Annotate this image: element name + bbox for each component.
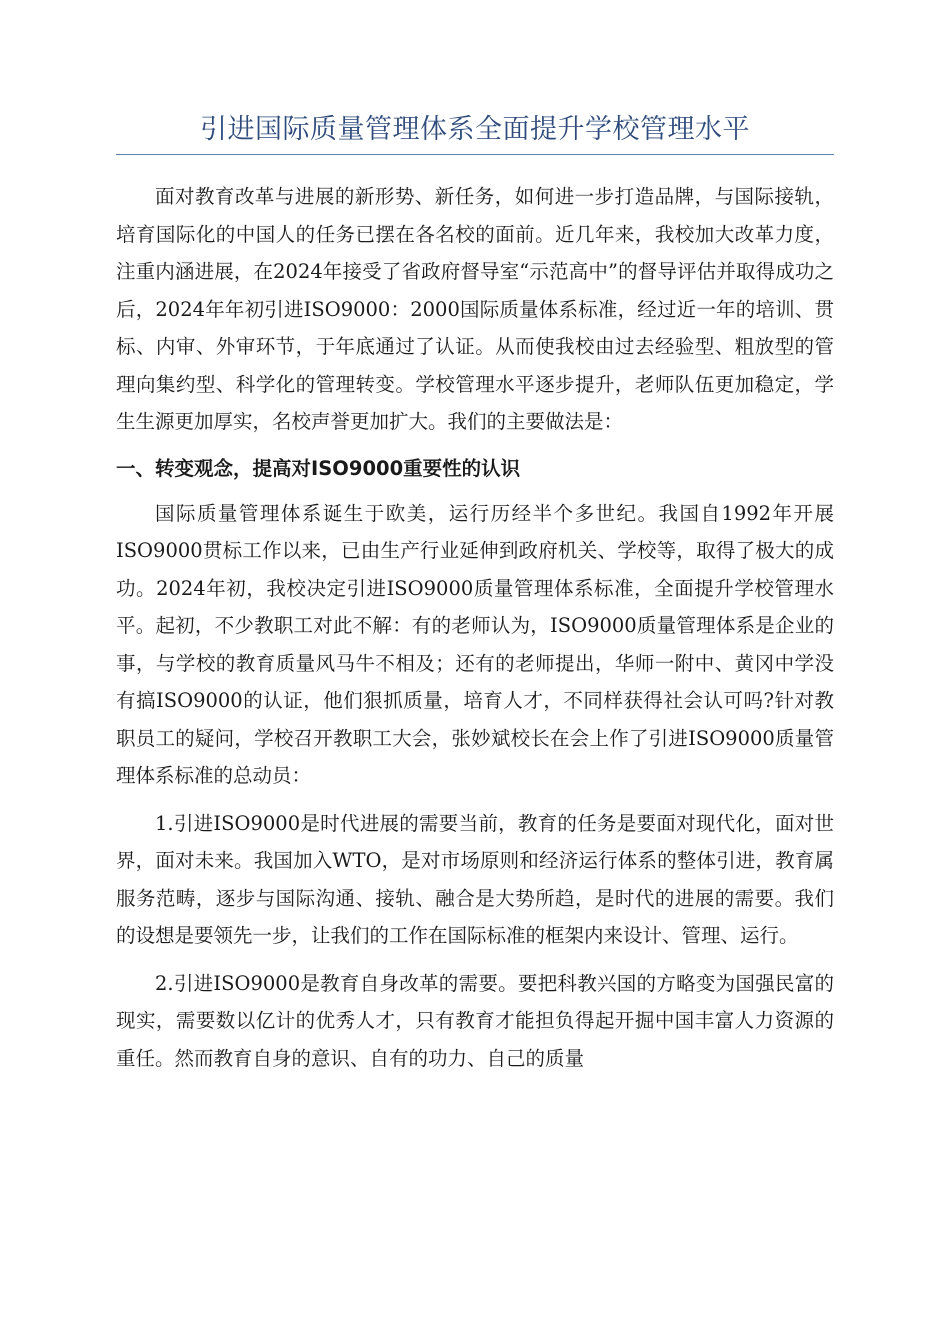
point-one-paragraph: 1.引进ISO9000是时代进展的需要当前，教育的任务是要面对现代化，面对世界，面对未来。我国加入WTO，是对市场原则和经济运行体系的整体引进，教育属服务范畴，逐步与国际沟通、接轨、融合是大势所趋，是时代的进展的需要。我们的设想是要领先一步，让我们的工作在国际标准的框架内来设计、管理、运行。 — [116, 811, 834, 947]
document-page — [116, 108, 834, 1077]
section-paragraph: 国际质量管理体系诞生于欧美，运行历经半个多世纪。我国自1992年开展ISO9000贯标工作以来，已由生产行业延伸到政府机关、学校等，取得了极大的成功。2024年初，我校决定引进ISO9000质量管理体系标准，全面提升学校管理水平。起初，不少教职工对此不解：有的老师认为，ISO9000质量管理体系是企业的事，与学校的教育质量风马牛不相及；还有的老师提出，华师一附中、黄冈中学没有搞ISO9000的认证，他们狠抓质量，培育人才，不同样获得社会认可吗?针对教职员工的疑问，学校召开教职工大会，张妙斌校长在会上作了引进ISO9000质量管理体系标准的总动员： — [116, 501, 834, 787]
point-two-paragraph: 2.引进ISO9000是教育自身改革的需要。要把科教兴国的方略变为国强民富的现实，需要数以亿计的优秀人才，只有教育才能担负得起开掘中国丰富人力资源的重任。然而教育自身的意识、自有的功力、自己的质量 — [116, 971, 834, 1070]
document-title: 引进国际质量管理体系全面提升学校管理水平 — [116, 108, 834, 155]
section-heading: 一、转变观念，提高对ISO9000重要性的认识 — [116, 456, 521, 480]
intro-paragraph: 面对教育改革与进展的新形势、新任务，如何进一步打造品牌，与国际接轨，培育国际化的中国人的任务已摆在各名校的面前。近几年来，我校加大改革力度，注重内涵进展，在2024年接受了省政府督导室“示范高中”的督导评估并取得成功之后，2024年年初引进ISO9000：2000国际质量体系标准，经过近一年的培训、贯标、内审、外审环节，于年底通过了认证。从而使我校由过去经验型、粗放型的管理向集约型、科学化的管理转变。学校管理水平逐步提升，老师队伍更加稳定，学生生源更加厚实，名校声誉更加扩大。我们的主要做法是： — [116, 185, 834, 433]
